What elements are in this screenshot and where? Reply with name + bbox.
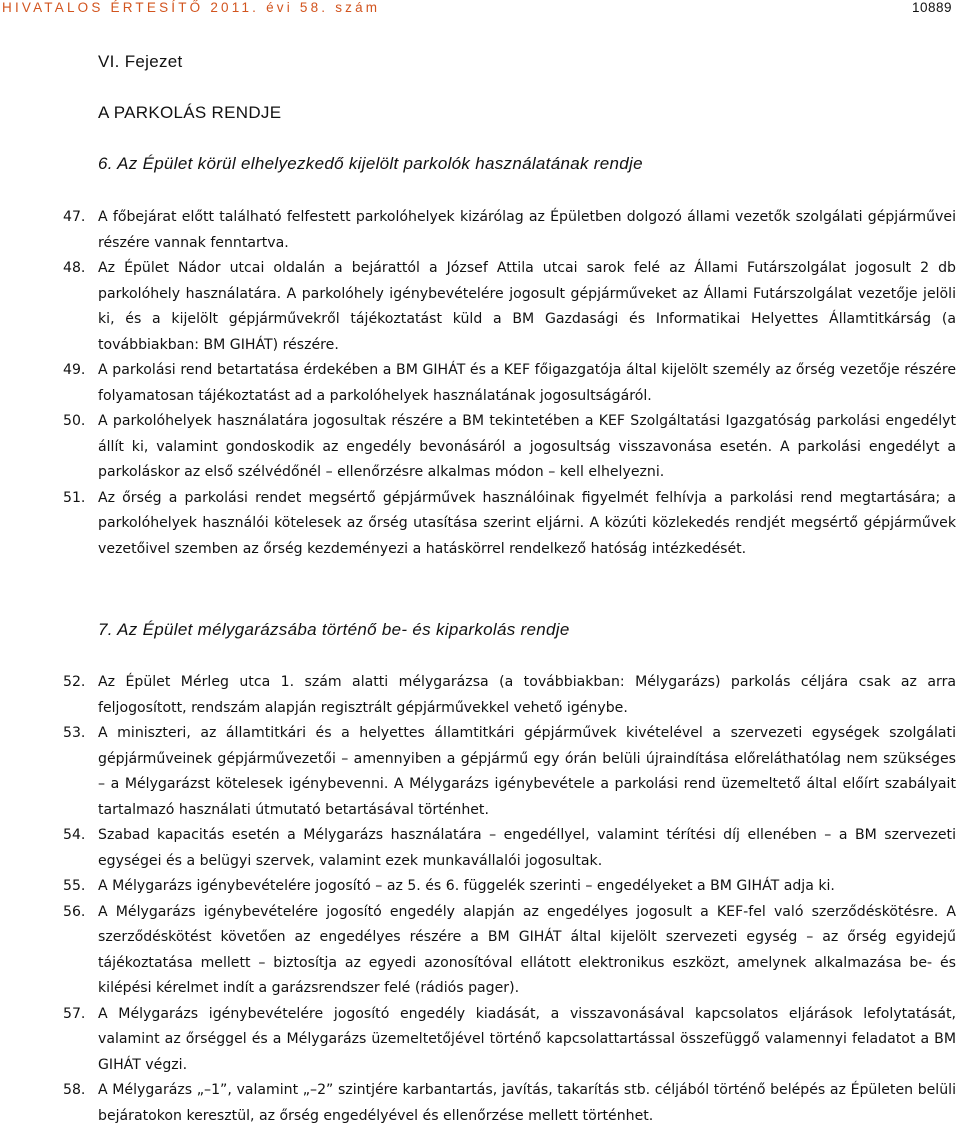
paragraph-text: Az Épület Nádor utcai oldalán a bejárattól a József Attila utcai sarok felé az Állami Futárszolgálat jogosult 2 db parkolóhely használatára. A parkolóhely igénybevételére jogosult gépjárműveket az Állami Futárszolgálat vezetője jelöli ki, és a kijelölt gépjárművekről tájékoztatást küld a BM Gazdasági és Informatikai Helyettes Államtitkárság (a továbbiakban: BM GIHÁT) részére. bbox=[98, 260, 956, 353]
paragraph-text: A miniszteri, az államtitkári és a helyettes államtitkári gépjárművek kivételével a szervezeti egységek szolgálati gépjárműveinek gépjárművezetői – amennyiben a gépjármű egy órán belüli újraindítása előreláthatólag nem szükséges – a Mélygarázst kötelesek igénybevenni. A Mélygarázs igénybevétele a parkolási rend üzemeltető által előírt szabályait tartalmazó használati útmutató betartásával történhet. bbox=[98, 725, 956, 818]
paragraph-text: A Mélygarázs igénybevételére jogosító engedély alapján az engedélyes jogosult a KEF-fel való szerződéskötésre. A szerződéskötést követően az engedélyes részére a BM GIHÁT által kijelölt szervezeti egység – az őrség egyidejű tájékoztatása mellett – biztosítja az egyedi azonosítóval ellátott elektronikus eszközt, amelynek alkalmazása be- és kilépési kérelmet indít a garázsrendszer felé (rádiós pager). bbox=[98, 903, 956, 996]
paragraph-56 bbox=[60, 900, 956, 1002]
section-title-6: 6. Az Épület körül elhelyezkedő kijelölt parkolók használatának rendje bbox=[98, 154, 643, 173]
paragraph-47 bbox=[60, 205, 956, 256]
paragraph-text: A parkolóhelyek használatára jogosultak részére a BM tekintetében a KEF Szolgáltatási Igazgatóság parkolási engedélyt állít ki, valamint gondoskodik az engedély bevonásáról a jogosultság visszavonása esetén. A parkolási engedélyt a parkoláskor az első szélvédőnél – ellenőrzésre alkalmas módon – kell elhelyezni. bbox=[98, 413, 956, 480]
paragraph-58 bbox=[60, 1078, 956, 1129]
paragraph-54 bbox=[60, 823, 956, 874]
section-7-paragraphs bbox=[60, 670, 956, 1129]
paragraph-50 bbox=[60, 409, 956, 486]
page-number: 10889 bbox=[911, 0, 952, 15]
paragraph-number: 50. bbox=[63, 413, 86, 429]
paragraph-text: A Mélygarázs „–1”, valamint „–2” szintjére karbantartás, javítás, takarítás stb. céljából történő belépés az Épületen belüli bejáratokon keresztül, az őrség engedélyével és ellenőrzése mellett történhet. bbox=[98, 1082, 956, 1124]
paragraph-number: 54. bbox=[63, 827, 86, 843]
paragraph-number: 47. bbox=[63, 209, 86, 225]
paragraph-number: 53. bbox=[63, 725, 86, 741]
paragraph-48 bbox=[60, 256, 956, 358]
paragraph-text: Szabad kapacitás esetén a Mélygarázs használatára – engedéllyel, valamint térítési díj ellenében – a BM szervezeti egységei és a belügyi szervek, valamint ezek munkavállalói jogosultak. bbox=[98, 827, 956, 869]
paragraph-51 bbox=[60, 486, 956, 563]
paragraph-49 bbox=[60, 358, 956, 409]
page-header bbox=[0, 0, 954, 22]
paragraph-text: A Mélygarázs igénybevételére jogosító – az 5. és 6. függelék szerinti – engedélyeket a BM GIHÁT adja ki. bbox=[98, 878, 835, 894]
section-title-7: 7. Az Épület mélygarázsába történő be- és kiparkolás rendje bbox=[98, 620, 570, 639]
paragraph-number: 48. bbox=[63, 260, 86, 276]
chapter-label: VI. Fejezet bbox=[98, 52, 183, 71]
paragraph-number: 58. bbox=[63, 1082, 86, 1098]
paragraph-number: 55. bbox=[63, 878, 86, 894]
paragraph-55 bbox=[60, 874, 956, 900]
journal-name: HIVATALOS ÉRTESÍTŐ bbox=[2, 0, 204, 15]
paragraph-text: A főbejárat előtt található felfestett parkolóhelyek kizárólag az Épületben dolgozó állami vezetők szolgálati gépjárművei részére vannak fenntartva. bbox=[98, 209, 956, 251]
paragraph-52 bbox=[60, 670, 956, 721]
issue-info: 2011. évi 58. szám bbox=[210, 0, 381, 15]
paragraph-text: Az Épület Mérleg utca 1. szám alatti mélygarázsa (a továbbiakban: Mélygarázs) parkolás céljára csak az arra feljogosított, rendszám alapján regisztrált gépjárművekkel vehető igénybe. bbox=[98, 674, 956, 716]
paragraph-number: 52. bbox=[63, 674, 86, 690]
running-title bbox=[2, 0, 380, 16]
paragraph-number: 56. bbox=[63, 903, 86, 920]
chapter-title: A PARKOLÁS RENDJE bbox=[98, 103, 282, 122]
paragraph-text: A Mélygarázs igénybevételére jogosító engedély kiadását, a visszavonásával kapcsolatos eljárások lefolytatását, valamint az őrséggel és a Mélygarázs üzemeltetőjével történő kapcsolattartással összefüggő valamennyi feladatot a BM GIHÁT végzi. bbox=[98, 1005, 956, 1073]
paragraph-number: 51. bbox=[63, 489, 86, 506]
paragraph-number: 57. bbox=[63, 1005, 86, 1022]
paragraph-57 bbox=[60, 1002, 956, 1079]
paragraph-text: A parkolási rend betartatása érdekében a BM GIHÁT és a KEF főigazgatója által kijelölt személy az őrség vezetője részére folyamatosan tájékoztatást ad a parkolóhelyek használatának jogosultságáról. bbox=[98, 362, 956, 404]
section-6-paragraphs bbox=[60, 205, 956, 562]
paragraph-number: 49. bbox=[63, 362, 86, 378]
paragraph-53 bbox=[60, 721, 956, 823]
paragraph-text: Az őrség a parkolási rendet megsértő gépjárművek használóinak figyelmét felhívja a parkolási rend megtartására; a parkolóhelyek használói kötelesek az őrség utasítása szerint eljárni. A közúti közlekedés rendjét megsértő gépjárművek vezetőivel szemben az őrség kezdeményezi a hatáskörrel rendelkező hatóság intézkedését. bbox=[98, 489, 956, 557]
